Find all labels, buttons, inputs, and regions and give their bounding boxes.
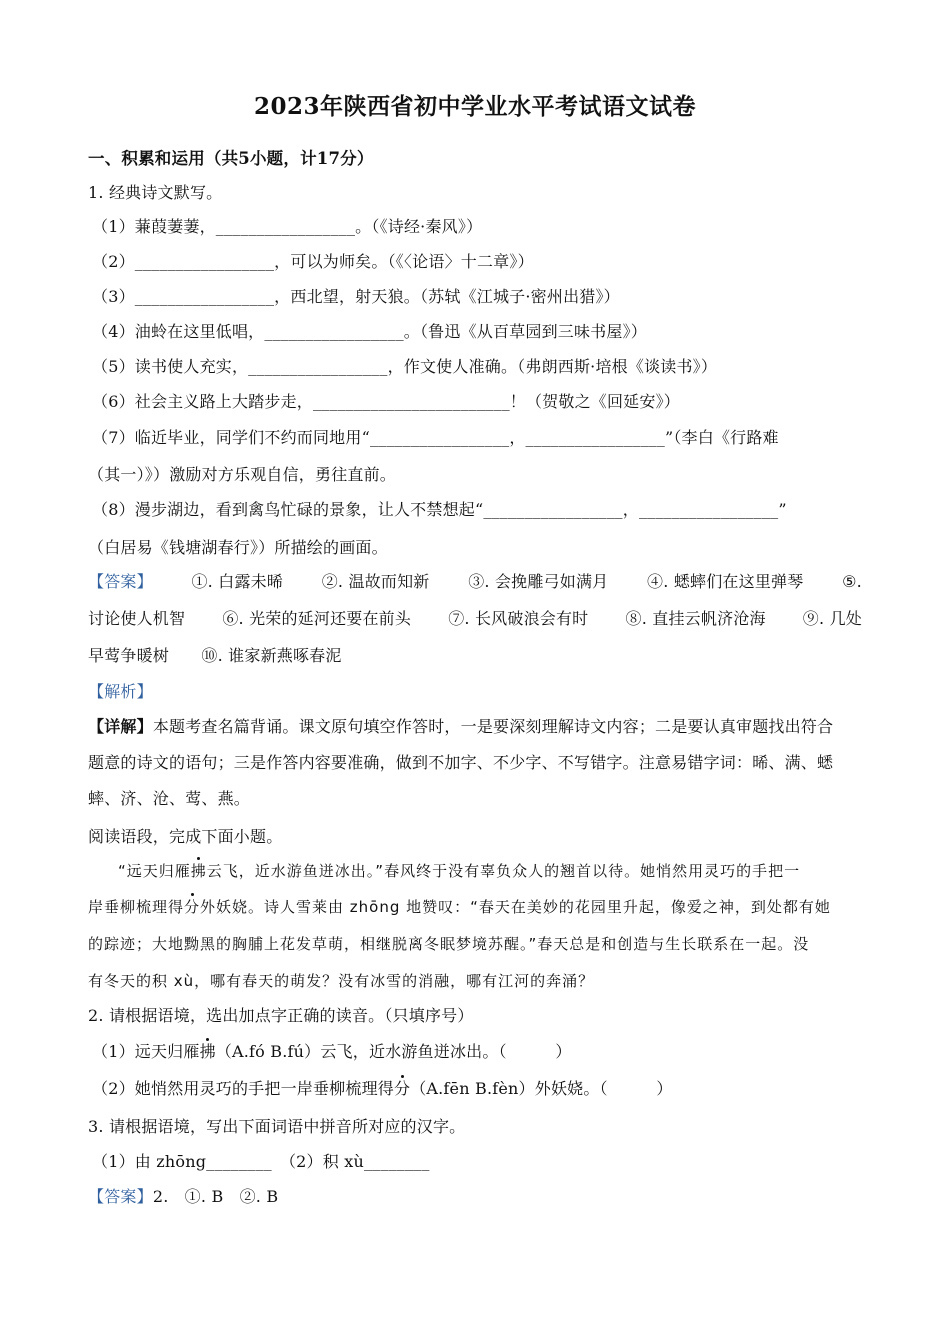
- emphasis-dot-char: 分: [184, 894, 200, 920]
- emphasis-dot-char: 分: [394, 1076, 410, 1102]
- passage-line-2: [88, 894, 862, 920]
- emphasis-dot-char: 拂: [191, 858, 207, 884]
- question-1-item-6: （6）社会主义路上大踏步走，________________________！（贺敬之《回延安》）: [92, 392, 680, 411]
- passage-text: “远天归雁: [118, 862, 191, 880]
- answer-item: ②. 温故而知新: [321, 572, 430, 591]
- question-text: （A.fēn B.fèn）外妖娆。（ ）: [410, 1079, 673, 1098]
- question-1-item-3: （3）_________________，西北望，射天狼。（苏轼《江城子·密州出猎》）: [92, 287, 620, 306]
- answer-1-line-1: [88, 569, 862, 595]
- answer-item: ⑧. 直挂云帆济沧海: [625, 609, 766, 628]
- question-text: （2）她悄然用灵巧的手把一岸垂柳梳理得: [92, 1079, 394, 1098]
- answer-item: ④. 蟋蟀们在这里弹琴: [647, 572, 804, 591]
- question-1-item-5: （5）读书使人充实，_________________，作文使人准确。（弗朗西斯·培根《谈读书》）: [92, 357, 718, 376]
- question-1-item-7-cont: （其一）》）激励对方乐观自信，勇往直前。: [88, 465, 397, 484]
- detail-text: 本题考查名篇背诵。课文原句填空作答时，一是要深刻理解诗文内容；二是要认真审题找出符合: [152, 717, 834, 736]
- answer-item: ⑥. 光荣的延河还要在前头: [222, 609, 412, 628]
- question-1-item-2: （2）_________________，可以为师矣。（《〈论语〉十二章》）: [92, 252, 534, 271]
- question-1-item-8: （8）漫步湖边，看到禽鸟忙碌的景象，让人不禁想起“_________________，_________________”: [92, 500, 787, 519]
- detail-line-3: 蟀、济、沧、莺、燕。: [88, 789, 251, 808]
- answer-item: ⑤.: [842, 572, 862, 591]
- page-title: 2023年陕西省初中学业水平考试语文试卷: [253, 93, 696, 120]
- answer-2-line: [88, 1184, 862, 1210]
- detail-label: 【详解】: [88, 717, 153, 736]
- question-1-item-8-cont: （白居易《钱塘湖春行》）所描绘的画面。: [88, 538, 388, 557]
- reading-intro: 阅读语段，完成下面小题。: [88, 827, 283, 846]
- question-1-item-7: （7）临近毕业，同学们不约而同地用“_________________，_________________”（李白《行路难: [92, 428, 779, 447]
- passage-text: 岸垂柳梳理得: [88, 898, 185, 916]
- passage-text: 云飞，近水游鱼迸冰出。”春风终于没有辜负众人的翘首以待。她悄然用灵巧的手把一: [206, 862, 801, 880]
- answer-1-line-3: 早莺争暖树 ⑩. 谁家新燕啄春泥: [88, 646, 342, 665]
- answer-1-line-2: [88, 606, 862, 632]
- passage-text: 外妖娆。诗人雪莱由 zhōng 地赞叹：“春天在美妙的花园里升起，像爱之神，到处都有她: [200, 898, 831, 916]
- question-2-item-2: [88, 1076, 862, 1102]
- passage-line-4: 有冬天的积 xù，哪有春天的萌发？没有冰雪的消融，哪有江河的奔涌？: [88, 972, 595, 990]
- answer-item: ⑦. 长风破浪会有时: [448, 609, 589, 628]
- answer-text: 2. ①. B ②. B: [152, 1187, 279, 1206]
- answer-label: 【答案】: [88, 1187, 153, 1206]
- question-1-item-4: （4）油蛉在这里低唱，_________________。（鲁迅《从百草园到三味书屋》）: [92, 322, 647, 341]
- answer-item: ①. 白露未晞: [191, 572, 284, 591]
- detail-line-1: [88, 714, 862, 740]
- question-1-stem: 1. 经典诗文默写。: [88, 183, 223, 202]
- passage-line-3: 的踪迹；大地黝黑的胸脯上花发草萌，相继脱离冬眠梦境苏醒。”春天总是和创造与生长联系在一起。没: [88, 935, 810, 953]
- answer-item: ⑨. 几处: [802, 609, 862, 628]
- question-3-stem: 3. 请根据语境，写出下面词语中拼音所对应的汉字。: [88, 1117, 466, 1136]
- passage-line-1: [118, 858, 862, 884]
- answer-item: ③. 会挽雕弓如满月: [468, 572, 609, 591]
- question-text: （A.fó B.fú）云飞，近水游鱼迸冰出。（ ）: [215, 1042, 572, 1061]
- answer-item: 讨论使人机智: [88, 609, 186, 628]
- section-heading: 一、积累和运用（共5小题，计17分）: [88, 149, 374, 168]
- question-text: （1）远天归雁: [92, 1042, 200, 1061]
- detail-line-2: 题意的诗文的语句；三是作答内容要准确，做到不加字、不少字、不写错字。注意易错字词：晞、满、蟋: [88, 753, 834, 772]
- analysis-label: 【解析】: [88, 682, 153, 701]
- question-1-item-1: （1）蒹葭萋萋，_________________。（《诗经·秦风》）: [92, 217, 483, 236]
- question-2-item-1: [88, 1039, 862, 1065]
- question-2-stem: 2. 请根据语境，选出加点字正确的读音。（只填序号）: [88, 1006, 474, 1025]
- question-3-items: （1）由 zhōng________ （2）积 xù________: [92, 1152, 430, 1171]
- emphasis-dot-char: 拂: [200, 1039, 216, 1065]
- answer-label: 【答案】: [88, 572, 153, 591]
